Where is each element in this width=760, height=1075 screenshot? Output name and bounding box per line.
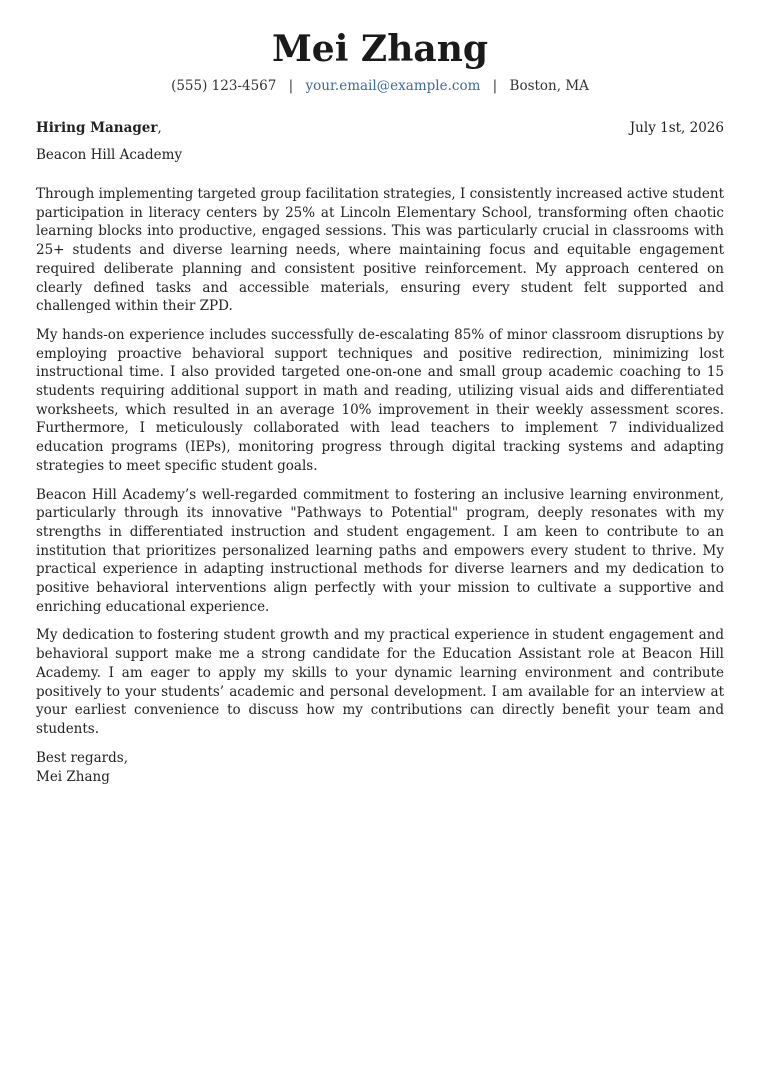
- letter-date: July 1st, 2026: [629, 120, 724, 136]
- recipient-date-row: [36, 118, 724, 138]
- signature-name: Mei Zhang: [36, 768, 110, 785]
- location: Boston, MA: [509, 78, 589, 94]
- cover-letter-page: [36, 0, 724, 787]
- recipient-name: Hiring Manager: [36, 120, 158, 136]
- closing-salutation: Best regards,: [36, 749, 129, 766]
- recipient-company: Beacon Hill Academy: [36, 147, 183, 163]
- letter-closing: [36, 749, 724, 787]
- recipient-greeting: [36, 118, 162, 138]
- contact-line: [36, 76, 724, 96]
- contact-separator: |: [492, 78, 498, 94]
- contact-separator: |: [288, 78, 294, 94]
- applicant-name: Mei Zhang: [271, 28, 489, 70]
- email-link[interactable]: your.email@example.com: [305, 78, 481, 94]
- letter-body: [36, 185, 724, 739]
- body-paragraph: My hands-on experience includes successfully de-escalating 85% of minor classroom disruptions by employing proactive behavioral support techniques and positive redirection, minimizing lost instructional time. I also provided targeted one-on-one and small group academic coaching to 15 students requiring additional support in math and reading, utilizing visual aids and differentiated worksheets, which resulted in an average 10% improvement in their weekly assessment scores. Furthermore, I meticulously collaborated with lead teachers to implement 7 individualized education programs (IEPs), monitoring progress through digital tracking systems and adapting strategies to meet specific student goals.: [36, 326, 724, 474]
- body-paragraph: My dedication to fostering student growth and my practical experience in student engagement and behavioral support make me a strong candidate for the Education Assistant role at Beacon Hill Academy. I am eager to apply my skills to your dynamic learning environment and contribute positively to your students’ academic and personal development. I am available for an interview at your earliest convenience to discuss how my contributions can directly benefit your team and students.: [36, 627, 724, 737]
- phone-number: (555) 123-4567: [171, 78, 277, 94]
- body-paragraph: Beacon Hill Academy’s well-regarded commitment to fostering an inclusive learning environment, particularly through its innovative "Pathways to Potential" program, deeply resonates with my strengths in differentiated instruction and student engagement. I am keen to contribute to an institution that prioritizes personalized learning paths and empowers every student to thrive. My practical experience in adapting instructional methods for diverse learners and my dedication to positive behavioral interventions align perfectly with your mission to cultivate a supportive and enriching educational experience.: [36, 486, 724, 615]
- body-paragraph: Through implementing targeted group facilitation strategies, I consistently increased active student participation in literacy centers by 25% at Lincoln Elementary School, transforming often chaotic learning blocks into productive, engaged sessions. This was particularly crucial in classrooms with 25+ students and diverse learning needs, where maintaining focus and equitable engagement required deliberate planning and consistent positive reinforcement. My approach centered on clearly defined tasks and accessible materials, ensuring every student felt supported and challenged within their ZPD.: [36, 186, 724, 315]
- recipient-name-suffix: ,: [157, 120, 162, 136]
